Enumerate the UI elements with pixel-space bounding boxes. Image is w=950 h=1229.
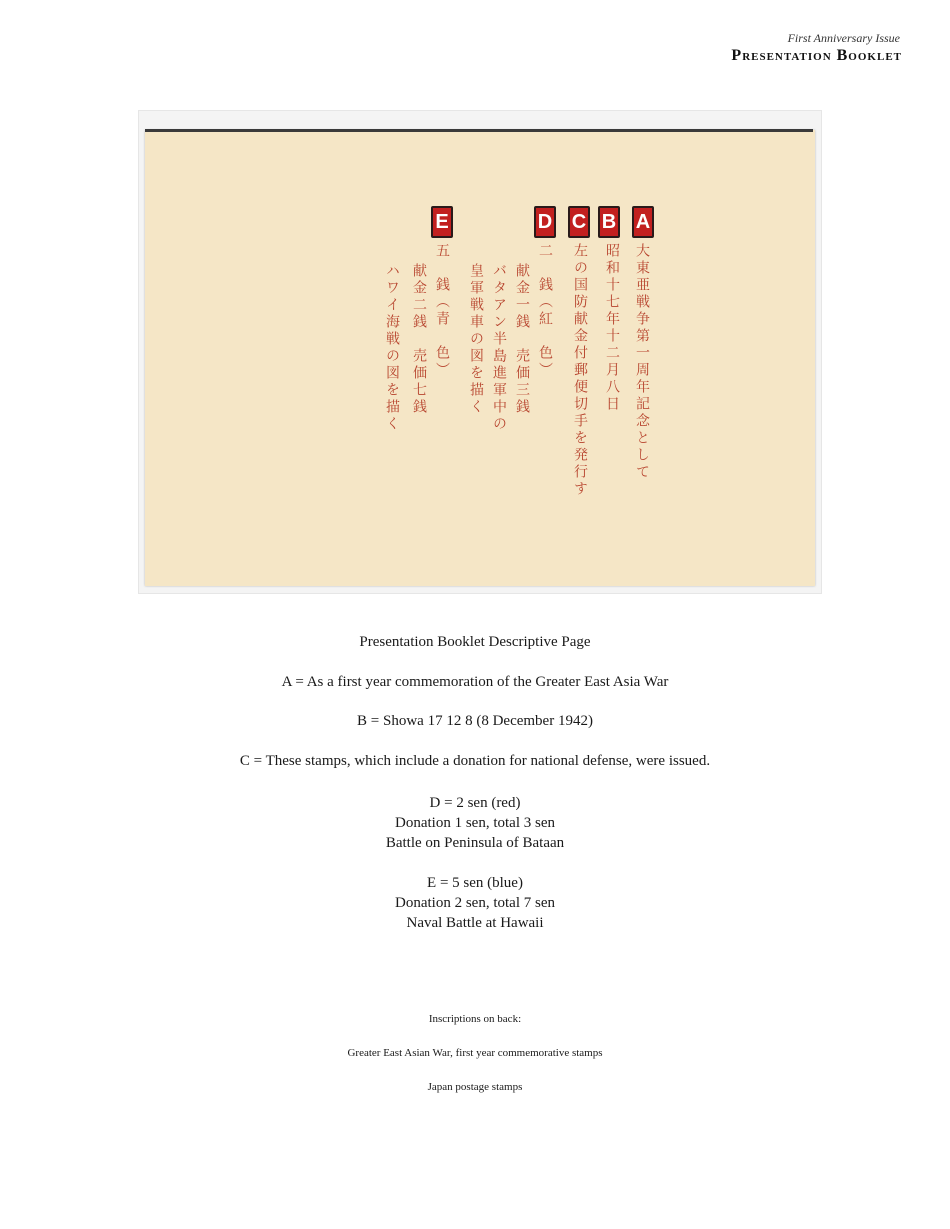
inscription-line-b: 昭和十七年十二月八日: [604, 243, 620, 413]
back-line-1: Greater East Asian War, first year commemorative stamps: [347, 1047, 603, 1059]
booklet-page: [145, 130, 815, 586]
inscription-line-e3: ハワイ海戦の図を描く: [384, 263, 400, 433]
inscription-line-d3: バタアン半島進軍中の: [491, 263, 507, 433]
description-a: A = As a first year commemoration of the Greater East Asia War: [281, 674, 669, 690]
label-c: C: [568, 206, 590, 238]
back-line-2: Japan postage stamps: [427, 1081, 523, 1093]
description-e-donation: Donation 2 sen, total 7 sen: [395, 895, 555, 911]
inscription-line-e1: 五 銭（青 色）: [434, 243, 450, 379]
label-a: A: [632, 206, 654, 238]
inscription-line-d1: 二 銭（紅 色）: [537, 243, 553, 379]
label-e: E: [431, 206, 453, 238]
inscription-line-c: 左の国防献金付郵便切手を発行す: [572, 243, 588, 498]
description-d-donation: Donation 1 sen, total 3 sen: [395, 815, 555, 831]
inscription-line-d2: 献金一銭 売価三銭: [514, 263, 530, 416]
back-heading: Inscriptions on back:: [428, 1013, 522, 1025]
description-title: Presentation Booklet Descriptive Page: [359, 634, 591, 650]
description-b: B = Showa 17 12 8 (8 December 1942): [357, 713, 593, 729]
inscription-line-d4: 皇軍戦車の図を描く: [468, 263, 484, 416]
label-b: B: [598, 206, 620, 238]
inscription-line-a: 大東亜戦争第一周年記念として: [634, 243, 650, 481]
label-d: D: [534, 206, 556, 238]
header-title: Presentation Booklet: [731, 47, 902, 64]
card-edge: [145, 129, 813, 132]
description-d-value: D = 2 sen (red): [429, 795, 521, 811]
description-c: C = These stamps, which include a donation for national defense, were issued.: [239, 753, 711, 769]
description-e-value: E = 5 sen (blue): [427, 875, 523, 891]
description-e-subject: Naval Battle at Hawaii: [406, 915, 544, 931]
header-subtitle: First Anniversary Issue: [787, 31, 900, 45]
inscription-line-e2: 献金二銭 売価七銭: [411, 263, 427, 416]
description-d-subject: Battle on Peninsula of Bataan: [385, 835, 565, 851]
